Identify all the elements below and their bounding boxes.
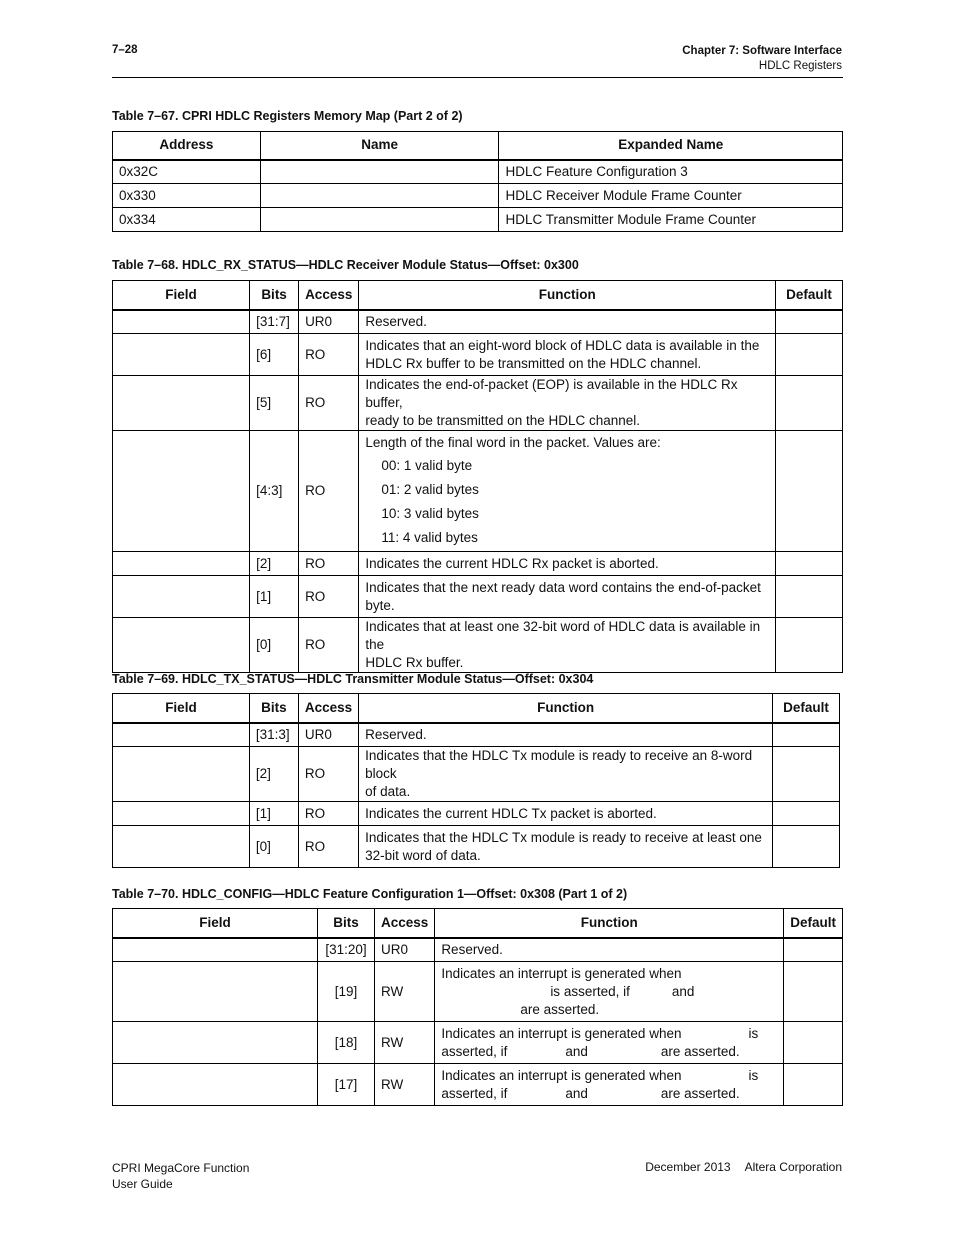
column-header: Field — [113, 694, 250, 723]
bits-cell: [2] — [250, 552, 299, 576]
column-header: Address — [113, 132, 261, 160]
bits-cell: [5] — [250, 376, 299, 431]
function-cell — [435, 962, 784, 1022]
doc-subtitle: User Guide — [112, 1177, 173, 1191]
column-header: Field — [113, 281, 250, 310]
field-cell — [113, 1064, 318, 1106]
table-row — [113, 826, 840, 868]
default-cell — [776, 576, 843, 618]
function-cell — [435, 1022, 784, 1064]
bits-cell: [4:3] — [250, 431, 299, 552]
access-cell: RO — [299, 334, 359, 376]
access-cell: RW — [375, 1064, 435, 1106]
function-line: Indicates the end-of-packet (EOP) is available in the HDLC Rx buffer, — [365, 377, 738, 410]
column-header: Bits — [318, 909, 375, 938]
name-cell — [260, 208, 499, 232]
table-header-row — [113, 694, 840, 723]
table-row — [113, 1064, 843, 1106]
field-cell — [113, 938, 318, 962]
footer-right — [645, 1160, 842, 1174]
doc-title: CPRI MegaCore Function — [112, 1161, 250, 1175]
function-fragment: and — [565, 1043, 588, 1059]
footer-left — [112, 1160, 249, 1192]
function-line — [441, 983, 777, 1001]
expanded-name-cell: HDLC Receiver Module Frame Counter — [499, 184, 843, 208]
field-cell — [113, 552, 250, 576]
table-row — [113, 184, 843, 208]
value-item: 01: 2 valid bytes — [381, 482, 479, 497]
value-item: 11: 4 valid bytes — [381, 530, 478, 545]
bits-cell: [18] — [318, 1022, 375, 1064]
bits-cell: [6] — [250, 334, 299, 376]
function-cell — [359, 618, 776, 673]
function-line: of data. — [365, 784, 411, 799]
table-caption: Table 7–67. CPRI HDLC Registers Memory Map (Part 2 of 2) — [112, 109, 463, 123]
function-cell — [359, 747, 773, 802]
access-cell: RO — [299, 431, 359, 552]
function-fragment: Indicates an interrupt is generated when — [441, 1025, 682, 1041]
function-line: HDLC Rx buffer. — [365, 655, 464, 670]
table-row — [113, 962, 843, 1022]
table-row — [113, 208, 843, 232]
function-line — [441, 1043, 777, 1061]
field-cell — [113, 334, 250, 376]
access-cell: RO — [298, 826, 358, 868]
default-cell — [776, 376, 843, 431]
column-header: Access — [298, 694, 358, 723]
table-header-row — [113, 909, 843, 938]
default-cell — [776, 310, 843, 334]
company-name: Altera Corporation — [744, 1160, 842, 1174]
column-header: Bits — [249, 694, 298, 723]
column-header: Name — [260, 132, 499, 160]
address-cell: 0x32C — [113, 160, 261, 184]
table-row — [113, 334, 843, 376]
function-cell: Indicates the current HDLC Tx packet is aborted. — [359, 802, 773, 826]
field-cell — [113, 826, 250, 868]
table-row — [113, 552, 843, 576]
table-row — [113, 938, 843, 962]
function-cell — [435, 1064, 784, 1106]
name-cell — [260, 184, 499, 208]
function-fragment: are asserted. — [520, 1001, 600, 1017]
default-cell — [784, 938, 843, 962]
rx-status-table — [112, 280, 843, 673]
function-fragment: and — [671, 983, 695, 999]
function-cell — [359, 376, 776, 431]
table-row — [113, 618, 843, 673]
default-cell — [776, 618, 843, 673]
function-fragment: are asserted. — [660, 1043, 740, 1059]
field-cell — [113, 723, 250, 747]
function-cell: Reserved. — [359, 310, 776, 334]
bits-cell: [31:7] — [250, 310, 299, 334]
access-cell: RO — [299, 576, 359, 618]
function-cell: Indicates the current HDLC Rx packet is aborted. — [359, 552, 776, 576]
column-header: Access — [375, 909, 435, 938]
default-cell — [784, 1022, 843, 1064]
function-line: byte. — [365, 597, 395, 613]
function-cell: Reserved. — [359, 723, 773, 747]
table-row — [113, 747, 840, 802]
hdlc-config-table — [112, 908, 843, 1106]
table-row — [113, 160, 843, 184]
table-caption: Table 7–69. HDLC_TX_STATUS—HDLC Transmitter Module Status—Offset: 0x304 — [112, 672, 594, 686]
field-cell — [113, 962, 318, 1022]
table-header-row — [113, 281, 843, 310]
function-fragment: Indicates an interrupt is generated when — [441, 1067, 682, 1083]
access-cell: RW — [375, 962, 435, 1022]
column-header: Function — [435, 909, 784, 938]
field-cell — [113, 431, 250, 552]
chapter-title: Chapter 7: Software Interface — [682, 45, 842, 57]
function-line — [441, 1085, 777, 1103]
function-line: Length of the final word in the packet. Values are: — [365, 435, 661, 450]
address-cell: 0x330 — [113, 184, 261, 208]
tx-status-table — [112, 693, 840, 868]
header-rule — [112, 77, 843, 78]
default-cell — [784, 962, 843, 1022]
default-cell — [784, 1064, 843, 1106]
bits-cell: [31:3] — [249, 723, 298, 747]
column-header: Default — [776, 281, 843, 310]
function-line: Indicates an interrupt is generated when — [441, 965, 682, 981]
function-line: Indicates that the HDLC Tx module is ready to receive at least one — [365, 829, 762, 845]
function-fragment: is — [748, 1025, 759, 1041]
column-header: Default — [773, 694, 840, 723]
memory-map-table — [112, 131, 843, 232]
access-cell: UR0 — [298, 723, 358, 747]
access-cell: RO — [299, 376, 359, 431]
function-fragment: are asserted. — [660, 1085, 740, 1101]
function-line: Indicates that an eight-word block of HDLC data is available in the — [365, 337, 760, 353]
function-fragment: asserted, if — [441, 1043, 508, 1059]
default-cell — [776, 431, 843, 552]
access-cell: RO — [298, 747, 358, 802]
function-line — [441, 1001, 777, 1019]
table-row — [113, 723, 840, 747]
running-header — [682, 44, 842, 74]
field-cell — [113, 310, 250, 334]
expanded-name-cell: HDLC Feature Configuration 3 — [499, 160, 843, 184]
function-cell — [359, 576, 776, 618]
column-header: Bits — [250, 281, 299, 310]
table-caption: Table 7–70. HDLC_CONFIG—HDLC Feature Configuration 1—Offset: 0x308 (Part 1 of 2) — [112, 887, 628, 901]
name-cell — [260, 160, 499, 184]
field-cell — [113, 376, 250, 431]
default-cell — [776, 334, 843, 376]
column-header: Function — [359, 694, 773, 723]
access-cell: RW — [375, 1022, 435, 1064]
function-line: Indicates that at least one 32-bit word of HDLC data is available in the — [365, 619, 761, 652]
function-fragment: is — [748, 1067, 759, 1083]
bits-cell: [17] — [318, 1064, 375, 1106]
page-number: 7–28 — [112, 44, 138, 56]
function-line: HDLC Rx buffer to be transmitted on the HDLC channel. — [365, 355, 702, 371]
table-header-row — [113, 132, 843, 160]
value-item: 10: 3 valid bytes — [381, 506, 479, 521]
function-fragment: asserted, if — [441, 1085, 508, 1101]
default-cell — [773, 802, 840, 826]
column-header: Function — [359, 281, 776, 310]
field-cell — [113, 802, 250, 826]
function-cell — [359, 431, 776, 552]
default-cell — [773, 747, 840, 802]
function-line — [441, 1067, 777, 1085]
table-row — [113, 431, 843, 552]
access-cell: RO — [299, 552, 359, 576]
bits-cell: [2] — [249, 747, 298, 802]
function-line — [441, 1025, 777, 1043]
function-cell — [359, 826, 773, 868]
field-cell — [113, 576, 250, 618]
function-line: ready to be transmitted on the HDLC channel. — [365, 413, 641, 428]
access-cell: RO — [299, 618, 359, 673]
table-row — [113, 376, 843, 431]
function-line: Indicates that the HDLC Tx module is ready to receive an 8-word block — [365, 748, 753, 781]
address-cell: 0x334 — [113, 208, 261, 232]
bits-cell: [0] — [249, 826, 298, 868]
column-header: Field — [113, 909, 318, 938]
function-line: Indicates that the next ready data word contains the end-of-packet — [365, 579, 761, 595]
bits-cell: [0] — [250, 618, 299, 673]
default-cell — [773, 723, 840, 747]
field-cell — [113, 747, 250, 802]
value-list — [365, 454, 769, 550]
table-caption: Table 7–68. HDLC_RX_STATUS—HDLC Receiver Module Status—Offset: 0x300 — [112, 258, 579, 272]
bits-cell: [19] — [318, 962, 375, 1022]
table-row — [113, 310, 843, 334]
function-cell: Reserved. — [435, 938, 784, 962]
bits-cell: [31:20] — [318, 938, 375, 962]
field-cell — [113, 618, 250, 673]
field-cell — [113, 1022, 318, 1064]
column-header: Default — [784, 909, 843, 938]
function-fragment: and — [565, 1085, 588, 1101]
default-cell — [773, 826, 840, 868]
access-cell: UR0 — [375, 938, 435, 962]
value-item: 00: 1 valid byte — [381, 458, 473, 473]
default-cell — [776, 552, 843, 576]
function-fragment: is asserted, if — [550, 983, 630, 999]
access-cell: UR0 — [299, 310, 359, 334]
function-line: 32-bit word of data. — [365, 847, 481, 863]
table-row — [113, 802, 840, 826]
column-header: Expanded Name — [499, 132, 843, 160]
column-header: Access — [299, 281, 359, 310]
function-cell — [359, 334, 776, 376]
access-cell: RO — [298, 802, 358, 826]
section-title: HDLC Registers — [758, 60, 842, 72]
expanded-name-cell: HDLC Transmitter Module Frame Counter — [499, 208, 843, 232]
bits-cell: [1] — [250, 576, 299, 618]
publish-date: December 2013 — [645, 1160, 731, 1174]
table-row — [113, 1022, 843, 1064]
bits-cell: [1] — [249, 802, 298, 826]
table-row — [113, 576, 843, 618]
